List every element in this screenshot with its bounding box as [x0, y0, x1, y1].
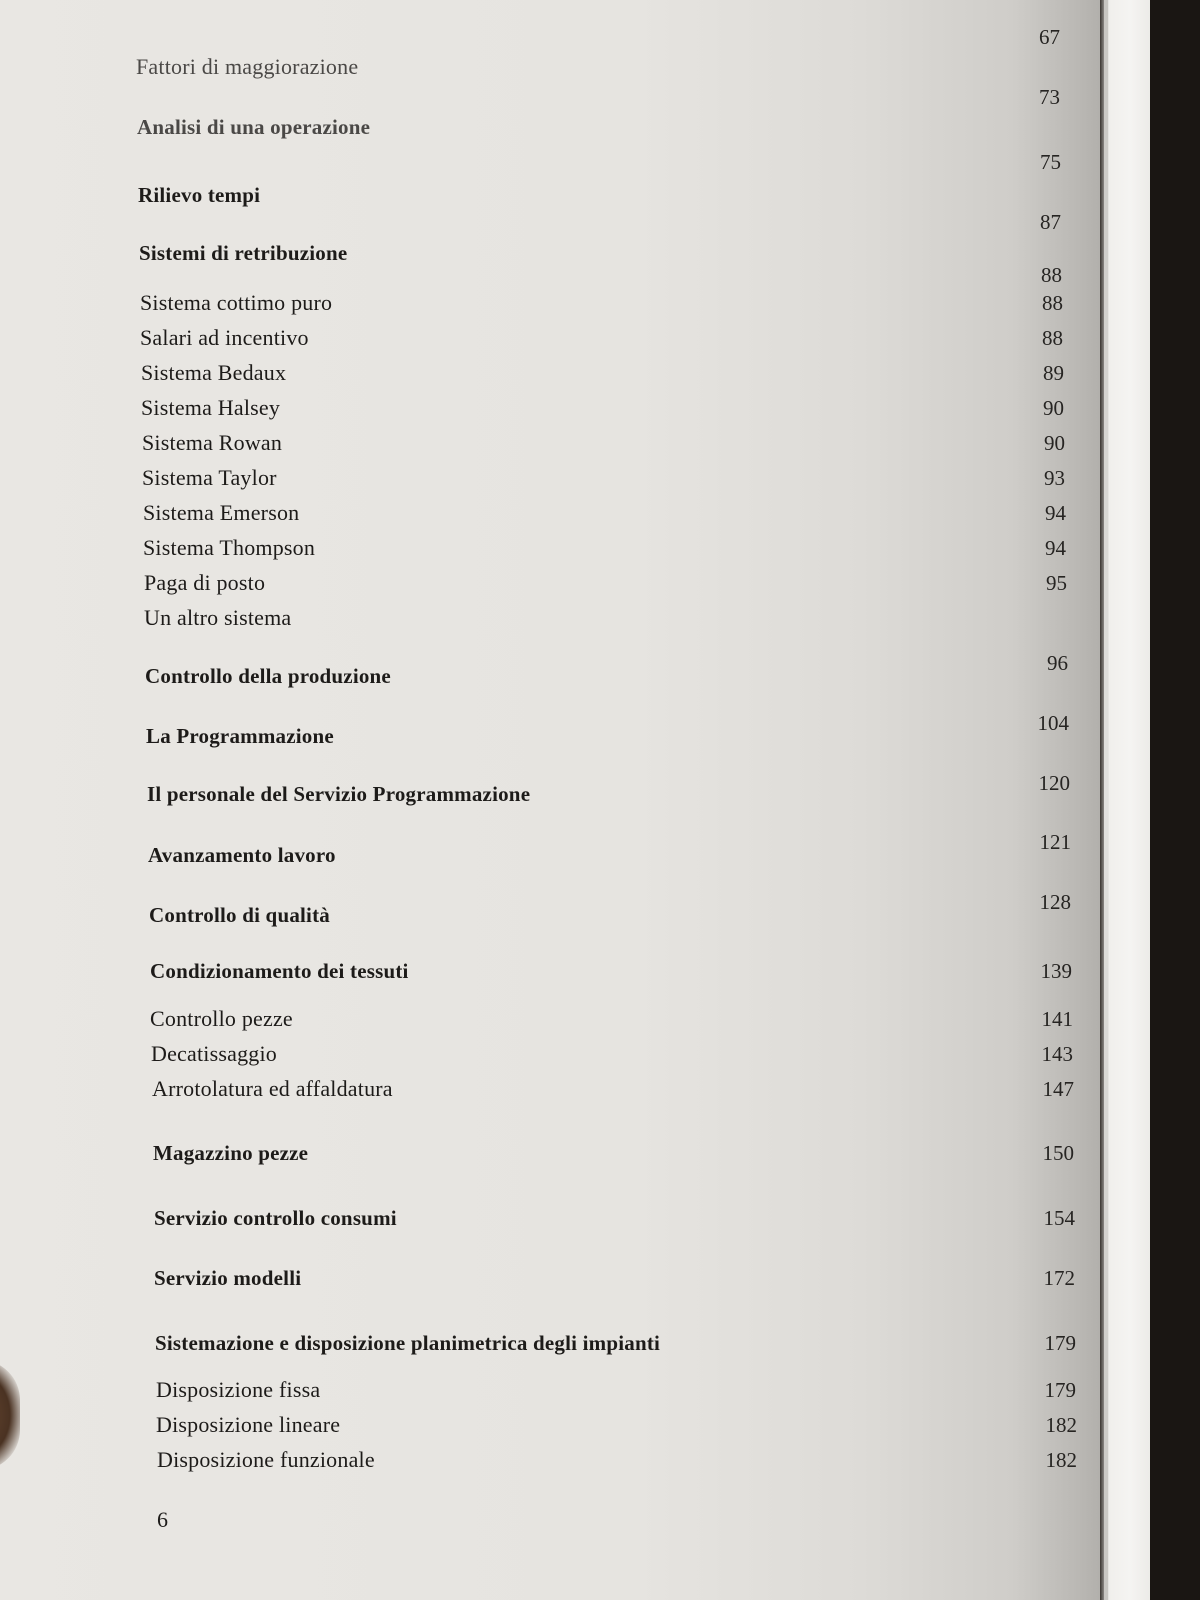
toc-entry-title: Sistema Rowan	[142, 430, 283, 455]
toc-entry	[0, 840, 1150, 880]
toc-entry-page: 139	[1040, 959, 1072, 983]
page-number: 6	[157, 1507, 168, 1532]
toc-entry	[0, 498, 1150, 538]
toc-entry-page: 141	[1041, 1007, 1073, 1031]
toc-entry	[0, 956, 1150, 996]
toc-entry-title: Sistema Thompson	[143, 535, 316, 560]
toc-entry	[0, 112, 1150, 152]
toc-entry	[0, 603, 1150, 643]
toc-entry-page: 94	[1045, 501, 1066, 525]
toc-entry-title: Sistema Halsey	[141, 395, 281, 420]
toc-entry-page: 104	[1037, 711, 1069, 735]
toc-entry-title: Sistema Taylor	[142, 465, 277, 490]
toc-entry-page: 88	[1042, 291, 1063, 315]
toc-entry	[0, 661, 1150, 701]
toc-entry-page: 143	[1041, 1042, 1073, 1066]
toc-entry-title: Sistemazione e disposizione planimetrica degli impianti	[155, 1331, 661, 1355]
toc-entry-title: Rilievo tempi	[138, 183, 261, 207]
toc-entry-page: 172	[1043, 1266, 1075, 1290]
toc-entry	[0, 1203, 1150, 1243]
toc-entry-title: Salari ad incentivo	[140, 325, 309, 350]
toc-entry	[0, 428, 1150, 468]
toc-entry-title: La Programmazione	[146, 724, 334, 748]
toc-entry	[0, 358, 1150, 398]
toc-entry-title: Il personale del Servizio Programmazione	[147, 782, 531, 806]
toc-entry-page: 88	[1042, 326, 1063, 350]
toc-entry-page: 121	[1039, 830, 1071, 854]
toc-entry-title: Sistema Bedaux	[141, 360, 287, 385]
toc-entry	[0, 568, 1150, 608]
toc-entry-title: Servizio modelli	[154, 1266, 302, 1290]
toc-entry-title: Un altro sistema	[144, 605, 292, 630]
toc-entry-title: Servizio controllo consumi	[154, 1206, 397, 1230]
toc-entry	[0, 1375, 1150, 1415]
toc-entry-page: 179	[1044, 1378, 1076, 1402]
toc-entry-page: 120	[1038, 771, 1070, 795]
toc-entry-title: Controllo di qualità	[149, 903, 330, 927]
toc-entry-title: Condizionamento dei tessuti	[150, 959, 409, 983]
toc-entry	[0, 1263, 1150, 1303]
toc-entry-page: 67	[1039, 25, 1060, 49]
toc-entry-title: Sistemi di retribuzione	[139, 241, 348, 265]
toc-entry	[0, 1138, 1150, 1178]
toc-entry-title: Controllo della produzione	[145, 664, 391, 688]
toc-entry	[0, 533, 1150, 573]
toc-entry-title: Disposizione funzionale	[157, 1447, 375, 1472]
toc-entry-page: 154	[1043, 1206, 1075, 1230]
toc-entry-page: 90	[1043, 396, 1064, 420]
toc-entry-page: 73	[1039, 85, 1060, 109]
toc-entry	[0, 323, 1150, 363]
toc-entry-title: Controllo pezze	[150, 1006, 293, 1031]
toc-entry-page: 94	[1045, 536, 1066, 560]
toc-entry-page: 182	[1045, 1413, 1077, 1437]
toc-entry	[0, 1410, 1150, 1450]
toc-entry-page: 96	[1047, 651, 1068, 675]
toc-entry-title: Sistema Emerson	[143, 500, 300, 525]
toc-entry-page: 90	[1044, 431, 1065, 455]
toc-entry	[0, 393, 1150, 433]
toc-entry-page: 75	[1040, 150, 1061, 174]
toc-entry	[0, 1039, 1150, 1079]
toc-entry	[0, 463, 1150, 503]
toc-entry	[0, 1004, 1150, 1044]
toc-entry-page: 88	[1041, 263, 1062, 287]
toc-entry	[0, 900, 1150, 940]
toc-entry	[0, 1445, 1150, 1485]
toc-entry-page: 128	[1039, 890, 1071, 914]
toc-entry-page: 89	[1043, 361, 1064, 385]
toc-entry	[0, 721, 1150, 761]
toc-entry-page: 182	[1045, 1448, 1077, 1472]
toc-entry-page: 150	[1042, 1141, 1074, 1165]
toc-entry-title: Paga di posto	[144, 570, 266, 595]
toc-entry-page: 93	[1044, 466, 1065, 490]
toc-entry-title: Disposizione lineare	[156, 1412, 341, 1437]
toc-entry-page: 147	[1042, 1077, 1074, 1101]
toc-entry-title: Magazzino pezze	[153, 1141, 309, 1165]
toc-entry	[0, 1328, 1150, 1368]
toc-entry-title: Decatissaggio	[151, 1041, 278, 1066]
toc-entry-title: Fattori di maggiorazione	[136, 54, 359, 79]
toc-entry-title: Disposizione fissa	[156, 1377, 321, 1402]
toc-entry	[0, 779, 1150, 819]
toc-entry-title: Analisi di una operazione	[137, 115, 371, 139]
toc-entry-title: Sistema cottimo puro	[140, 290, 333, 315]
toc-entry-page: 87	[1040, 210, 1061, 234]
toc-entry-page: 95	[1046, 571, 1067, 595]
toc-entry	[0, 1074, 1150, 1114]
toc-entry-page: 179	[1044, 1331, 1076, 1355]
toc-entry-title: Arrotolatura ed affaldatura	[152, 1076, 393, 1101]
toc-entry	[0, 288, 1150, 328]
toc-entry-title: Avanzamento lavoro	[148, 843, 336, 867]
